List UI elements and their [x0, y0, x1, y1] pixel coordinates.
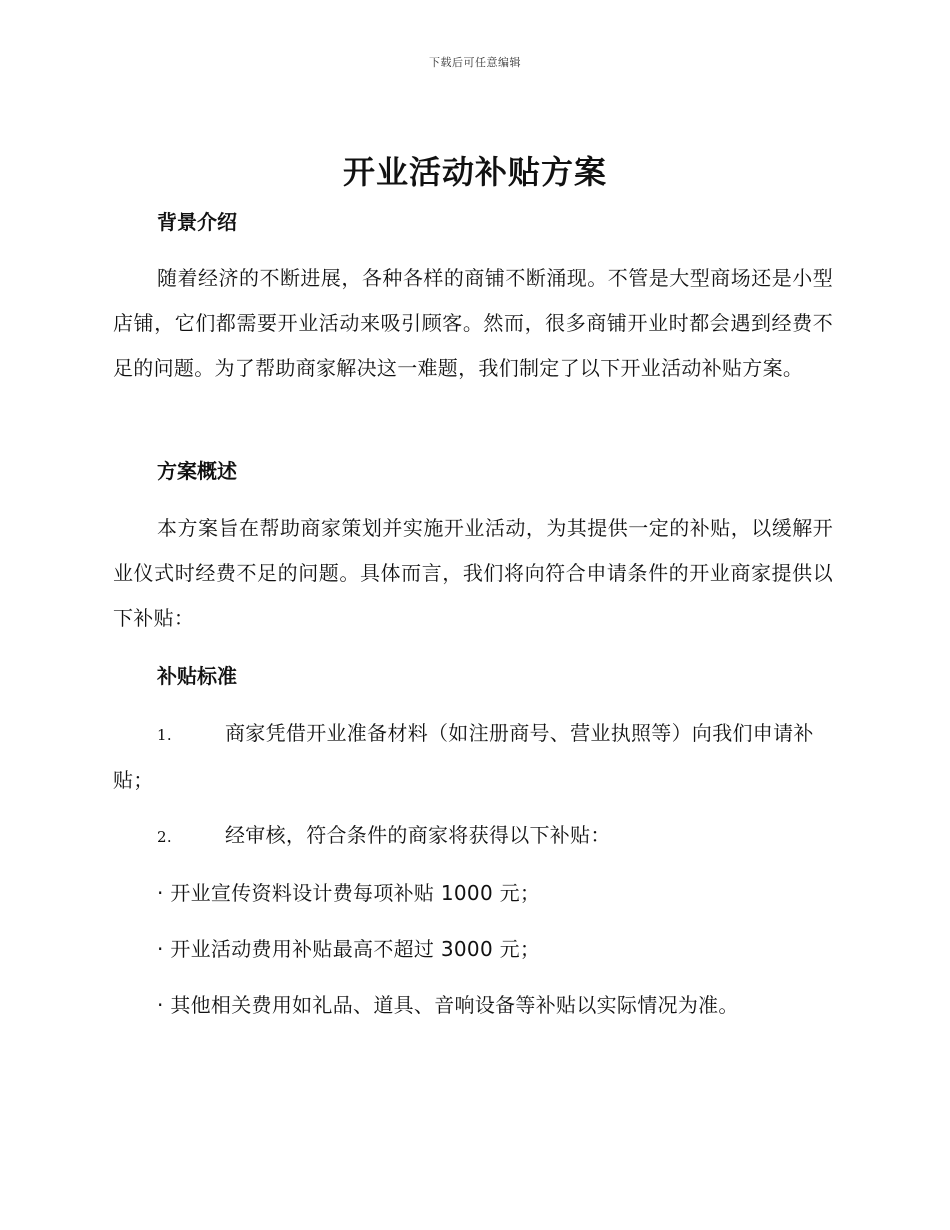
header-note: 下载后可任意编辑 — [429, 56, 521, 69]
bullet-item: · 开业宣传资料设计费每项补贴 1000 元； — [157, 881, 541, 905]
section-heading-standards: 补贴标准 — [157, 664, 237, 688]
list-item-number: 1. — [157, 726, 172, 744]
list-item-text: 经审核，符合条件的商家将获得以下补贴： — [225, 823, 611, 847]
list-item — [113, 711, 833, 803]
section-heading-background: 背景介绍 — [157, 210, 237, 234]
section-heading-overview: 方案概述 — [157, 459, 237, 483]
list-item-number: 2. — [157, 828, 172, 846]
bullet-item: · 开业活动费用补贴最高不超过 3000 元； — [157, 937, 541, 961]
paragraph-overview: 本方案旨在帮助商家策划并实施开业活动，为其提供一定的补贴，以缓解开业仪式时经费不足的问题。具体而言，我们将向符合申请条件的开业商家提供以下补贴： — [113, 516, 833, 630]
document-title: 开业活动补贴方案 — [342, 153, 607, 191]
paragraph-background: 随着经济的不断进展，各种各样的商铺不断涌现。不管是大型商场还是小型店铺，它们都需要开业活动来吸引顾客。然而，很多商铺开业时都会遇到经费不足的问题。为了帮助商家解决这一难题，我们制定了以下开业活动补贴方案。 — [113, 266, 833, 380]
list-item-text: 商家凭借开业准备材料（如注册商号、营业执照等）向我们申请补贴； — [113, 721, 814, 792]
list-item — [113, 813, 833, 860]
bullet-item: · 其他相关费用如礼品、道具、音响设备等补贴以实际情况为准。 — [157, 993, 739, 1017]
